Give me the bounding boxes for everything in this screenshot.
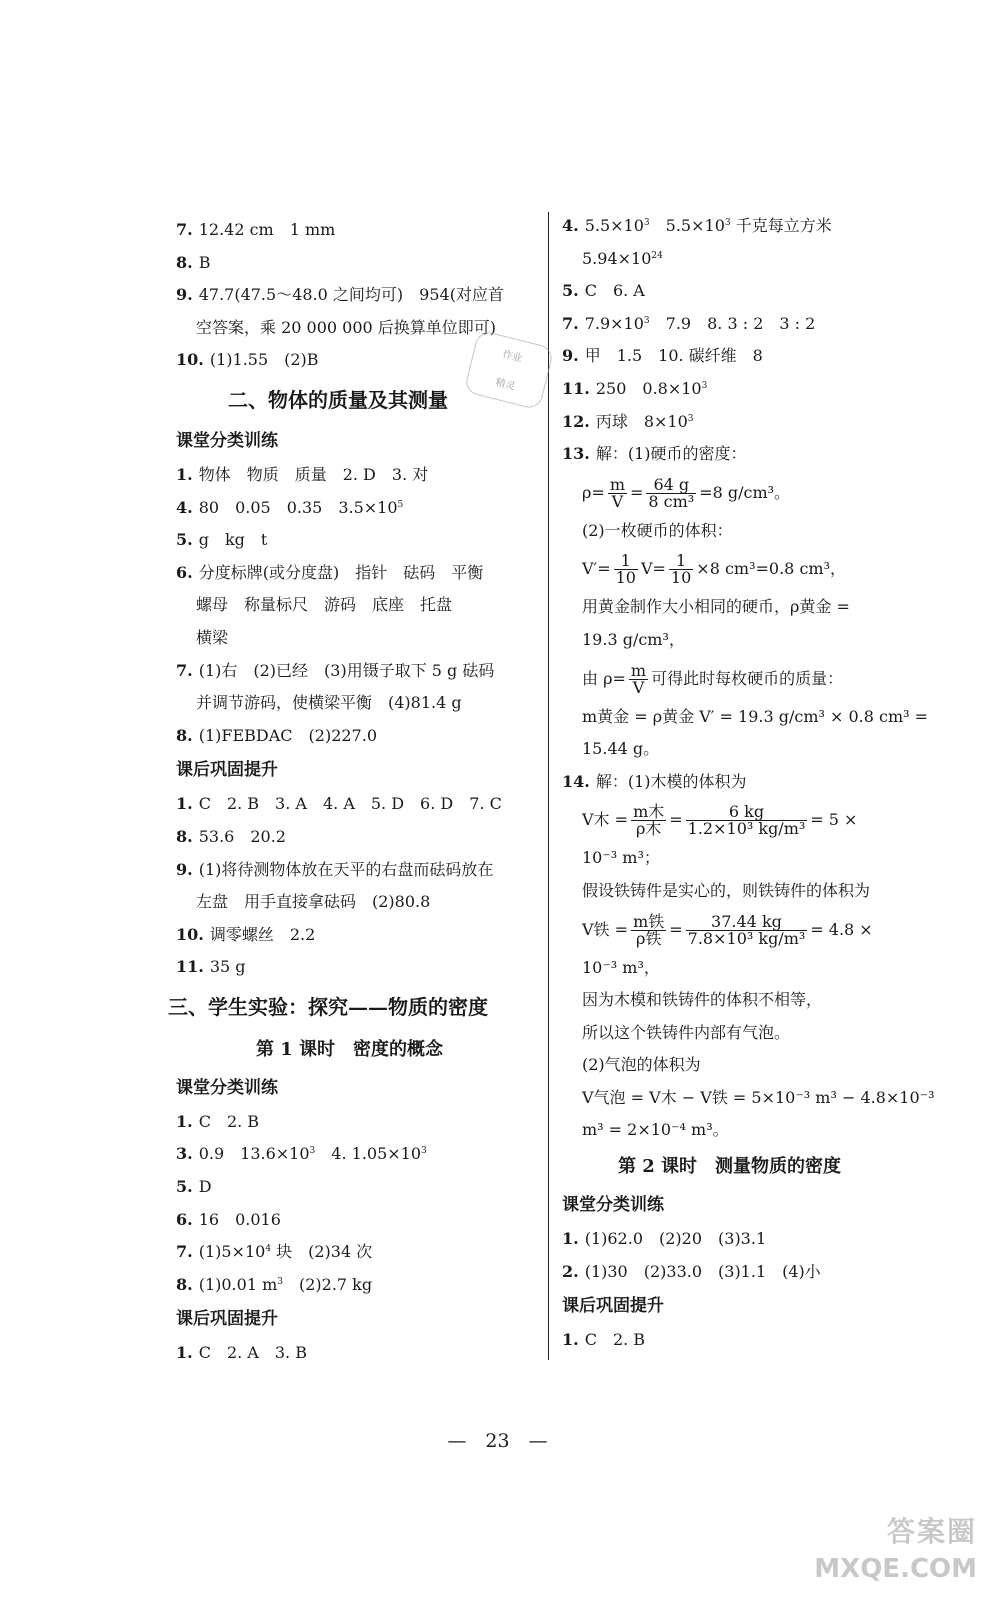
answer-item: 8. 53.6 20.2 <box>176 826 286 846</box>
answer-item-cont: 横梁 <box>196 627 229 647</box>
solution-line: 因为木模和铁铸件的体积不相等， <box>582 990 823 1010</box>
answer-item: 7. (1)右 (2)已经 (3)用镊子取下 5 g 砝码 <box>176 660 495 680</box>
solution-line: 10⁻³ m³； <box>582 848 660 868</box>
solution-line: 19.3 g/cm³， <box>582 629 685 649</box>
answer-item-cont: 空答案，乘 20 000 000 后换算单位即可) <box>196 317 497 337</box>
answer-item: 1. C 2. A 3. B <box>176 1343 307 1363</box>
solution-line: m³ = 2×10⁻⁴ m³。 <box>582 1120 729 1140</box>
lesson-title: 第 1 课时 密度的概念 <box>256 1038 444 1060</box>
answer-item: 1. 物体 物质 质量 2. D 3. 对 <box>176 464 429 484</box>
answer-item-cont: $5.94\times 10^{24}$ <box>582 248 663 268</box>
solution-line: m黄金 = ρ黄金 V′ = 19.3 g/cm³ × 0.8 cm³ = <box>582 706 929 726</box>
subsection-title: 课后巩固提升 <box>562 1296 664 1317</box>
answer-item: 8. (1)0.01 $m^3$ (2)2.7 kg <box>176 1274 373 1294</box>
answer-item: 9. 甲 1.5 10. 碳纤维 8 <box>562 346 763 366</box>
answer-item: 4. $5.5\times 10^3$ $5.5\times 10^3$ 千克每立方米 <box>562 216 832 235</box>
page-number: — 23 — <box>447 1430 548 1452</box>
answer-item: 5. C 6. A <box>562 281 645 301</box>
formula: V木 = $\frac{\text{m木}}{\text{ρ木}}$ = $\frac{6 kg}{\text{1.2×10³ kg/m³}}$ = 5 × <box>582 802 858 839</box>
solution-line: (2)气泡的体积为 <box>582 1055 701 1075</box>
answer-item: 7. $7.9\times 10^3$ 7.9 8. 3 : 2 3 : 2 <box>562 313 816 333</box>
answer-item-cont: 左盘 用手直接拿砝码 (2)80.8 <box>196 892 431 912</box>
answer-item: 9. 47.7(47.5～48.0 之间均可) 954(对应首 <box>176 285 504 305</box>
answer-item: 2. (1)30 (2)33.0 (3)1.1 (4)小 <box>562 1261 821 1281</box>
answer-item: 14. 解：(1)木模的体积为 <box>562 771 747 791</box>
answer-item: 6. 分度标牌(或分度盘) 指针 砝码 平衡 <box>176 562 484 582</box>
answer-item: 10. (1)1.55 (2)B <box>176 350 319 370</box>
answer-item-cont: 螺母 称量标尺 游码 底座 托盘 <box>196 595 453 615</box>
answer-item: 8. B <box>176 252 211 272</box>
answer-item: 5. D <box>176 1177 212 1197</box>
answer-item: 11. 250 $0.8\times 10^3$ <box>562 378 708 398</box>
answer-item: 8. (1)FEBDAC (2)227.0 <box>176 725 378 745</box>
subsection-title: 课后巩固提升 <box>176 1309 278 1330</box>
solution-line: 假设铁铸件是实心的，则铁铸件的体积为 <box>582 880 871 900</box>
answer-item: 11. 35 g <box>176 957 246 977</box>
section-title: 三、学生实验：探究——物质的密度 <box>168 994 488 1019</box>
watermark-url: MXQE.COM <box>814 1554 977 1584</box>
answer-item: 3. 0.9 $13.6\times 10^3$ 4. $1.05\times 10^3$ <box>176 1144 427 1164</box>
answer-item-cont: 并调节游码，使横梁平衡 (4)81.4 g <box>196 693 462 713</box>
solution-line: 15.44 g。 <box>582 739 660 759</box>
answer-item: 7. 12.42 cm 1 mm <box>176 220 336 239</box>
subsection-title: 课堂分类训练 <box>176 1077 278 1098</box>
lesson-title: 第 2 课时 测量物质的密度 <box>618 1156 842 1178</box>
formula: V铁 = $\frac{\text{m铁}}{\text{ρ铁}}$ = $\frac{37.44 kg}{\text{7.8×10³ kg/m³}}$ = 4.8 × <box>582 911 873 948</box>
answer-item: 7. $(1)5\times 10^4$ 块 (2)34 次 <box>176 1242 373 1262</box>
formula: ρ= $\frac{m}{V}$ = $\frac{64 g}{\text{8 cm³}}$ =8 g/cm³。 <box>582 474 791 511</box>
solution-line: 所以这个铁铸件内部有气泡。 <box>582 1022 791 1042</box>
answer-item: 1. (1)62.0 (2)20 (3)3.1 <box>562 1229 767 1249</box>
watermark-logo: 答案圈 <box>886 1515 977 1548</box>
answer-item: 1. C 2. B <box>562 1330 646 1350</box>
answer-item: 12. 丙球 $8\times 10^3$ <box>562 411 694 431</box>
subsection-title: 课后巩固提升 <box>176 760 278 781</box>
answer-item: 1. C 2. B 3. A 4. A 5. D 6. D 7. C <box>176 794 502 814</box>
solution-line: 用黄金制作大小相同的硬币，ρ黄金 = <box>582 597 850 617</box>
answer-item: 5. g kg t <box>176 530 268 550</box>
answer-item: 10. 调零螺丝 2.2 <box>176 924 316 944</box>
solution-line: V气泡 = V木 − V铁 = 5×10⁻³ m³ − 4.8×10⁻³ <box>582 1087 935 1107</box>
answer-item: 1. C 2. B <box>176 1111 260 1131</box>
answer-item: 13. 解：(1)硬币的密度： <box>562 444 747 464</box>
answer-item: 4. 80 0.05 0.35 $3.5\times 10^5$ <box>176 497 404 517</box>
stamp-mark: 作业 精灵 <box>463 330 554 411</box>
subsection-title: 课堂分类训练 <box>176 430 278 451</box>
answer-item: 6. 16 0.016 <box>176 1209 281 1229</box>
right-column <box>562 210 947 1357</box>
section-title: 二、物体的质量及其测量 <box>228 387 448 412</box>
formula: V′= $\frac{1}{10}$ V= $\frac{1}{10}$ ×8 cm³=0.8 cm³， <box>582 551 846 588</box>
solution-line: (2)一枚硬币的体积： <box>582 520 733 540</box>
formula: 由 ρ= $\frac{m}{V}$ 可得此时每枚硬币的质量： <box>582 660 844 697</box>
subsection-title: 课堂分类训练 <box>562 1195 664 1216</box>
solution-line: 10⁻³ m³， <box>582 957 660 977</box>
answer-item: 9. (1)将待测物体放在天平的右盘而砝码放在 <box>176 859 494 879</box>
